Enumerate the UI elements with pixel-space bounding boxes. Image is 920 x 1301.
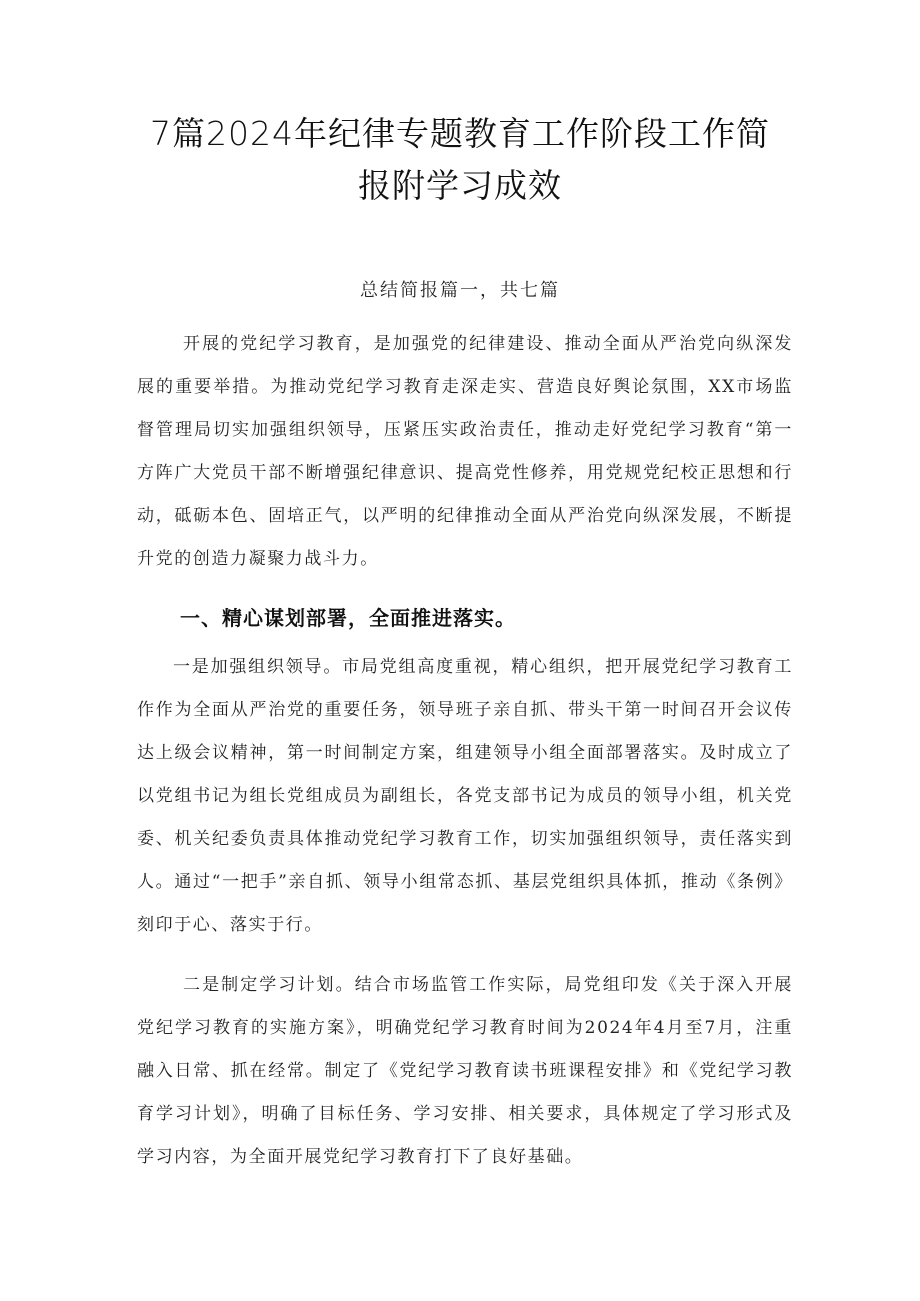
body-paragraph-study-plan: 二是制定学习计划。结合市场监管工作实际，局党组印发《关于深入开展党纪学习教育的实施方案》，明确党纪学习教育时间为2024年4月至7月，注重融入日常、抓在经常。制定了《党纪学习教育读书班课程安排》和《党纪学习教育学习计划》，明确了目标任务、学习安排、相关要求，具体规定了学习形式及学习内容，为全面开展党纪学习教育打下了良好基础。 (137, 975, 793, 1167)
intro-paragraph: 开展的党纪学习教育，是加强党的纪律建设、推动全面从严治党向纵深发展的重要举措。为推动党纪学习教育走深走实、营造良好舆论氛围，XX市场监督管理局切实加强组织领导，压紧压实政治责任，推动走好党纪学习教育“第一方阵广大党员干部不断增强纪律意识、提高党性修养，用党规党纪校正思想和行动，砥砺本色、固培正气，以严明的纪律推动全面从严治党向纵深发展，不断提升党的创造力凝聚力战斗力。 (137, 334, 793, 569)
document-title-line-2: 报附学习成效 (358, 166, 562, 205)
document-title-line-1: 7篇2024年纪律专题教育工作阶段工作简 (150, 114, 770, 153)
document-subtitle: 总结简报篇一，共七篇 (360, 280, 560, 301)
section-heading-1: 一、精心谋划部署，全面推进落实。 (180, 606, 516, 630)
body-paragraph-organization: 一是加强组织领导。市局党组高度重视，精心组织，把开展党纪学习教育工作作为全面从严治党的重要任务，领导班子亲自抓、带头干第一时间召开会议传达上级会议精神，第一时间制定方案，组建领导小组全面部署落实。及时成立了以党组书记为组长党组成员为副组长，各党支部书记为成员的领导小组，机关党委、机关纪委负责具体推动党纪学习教育工作，切实加强组织领导，责任落实到人。通过“一把手”亲自抓、领导小组常态抓、基层党组织具体抓，推动《条例》刻印于心、落实于行。 (137, 657, 793, 935)
